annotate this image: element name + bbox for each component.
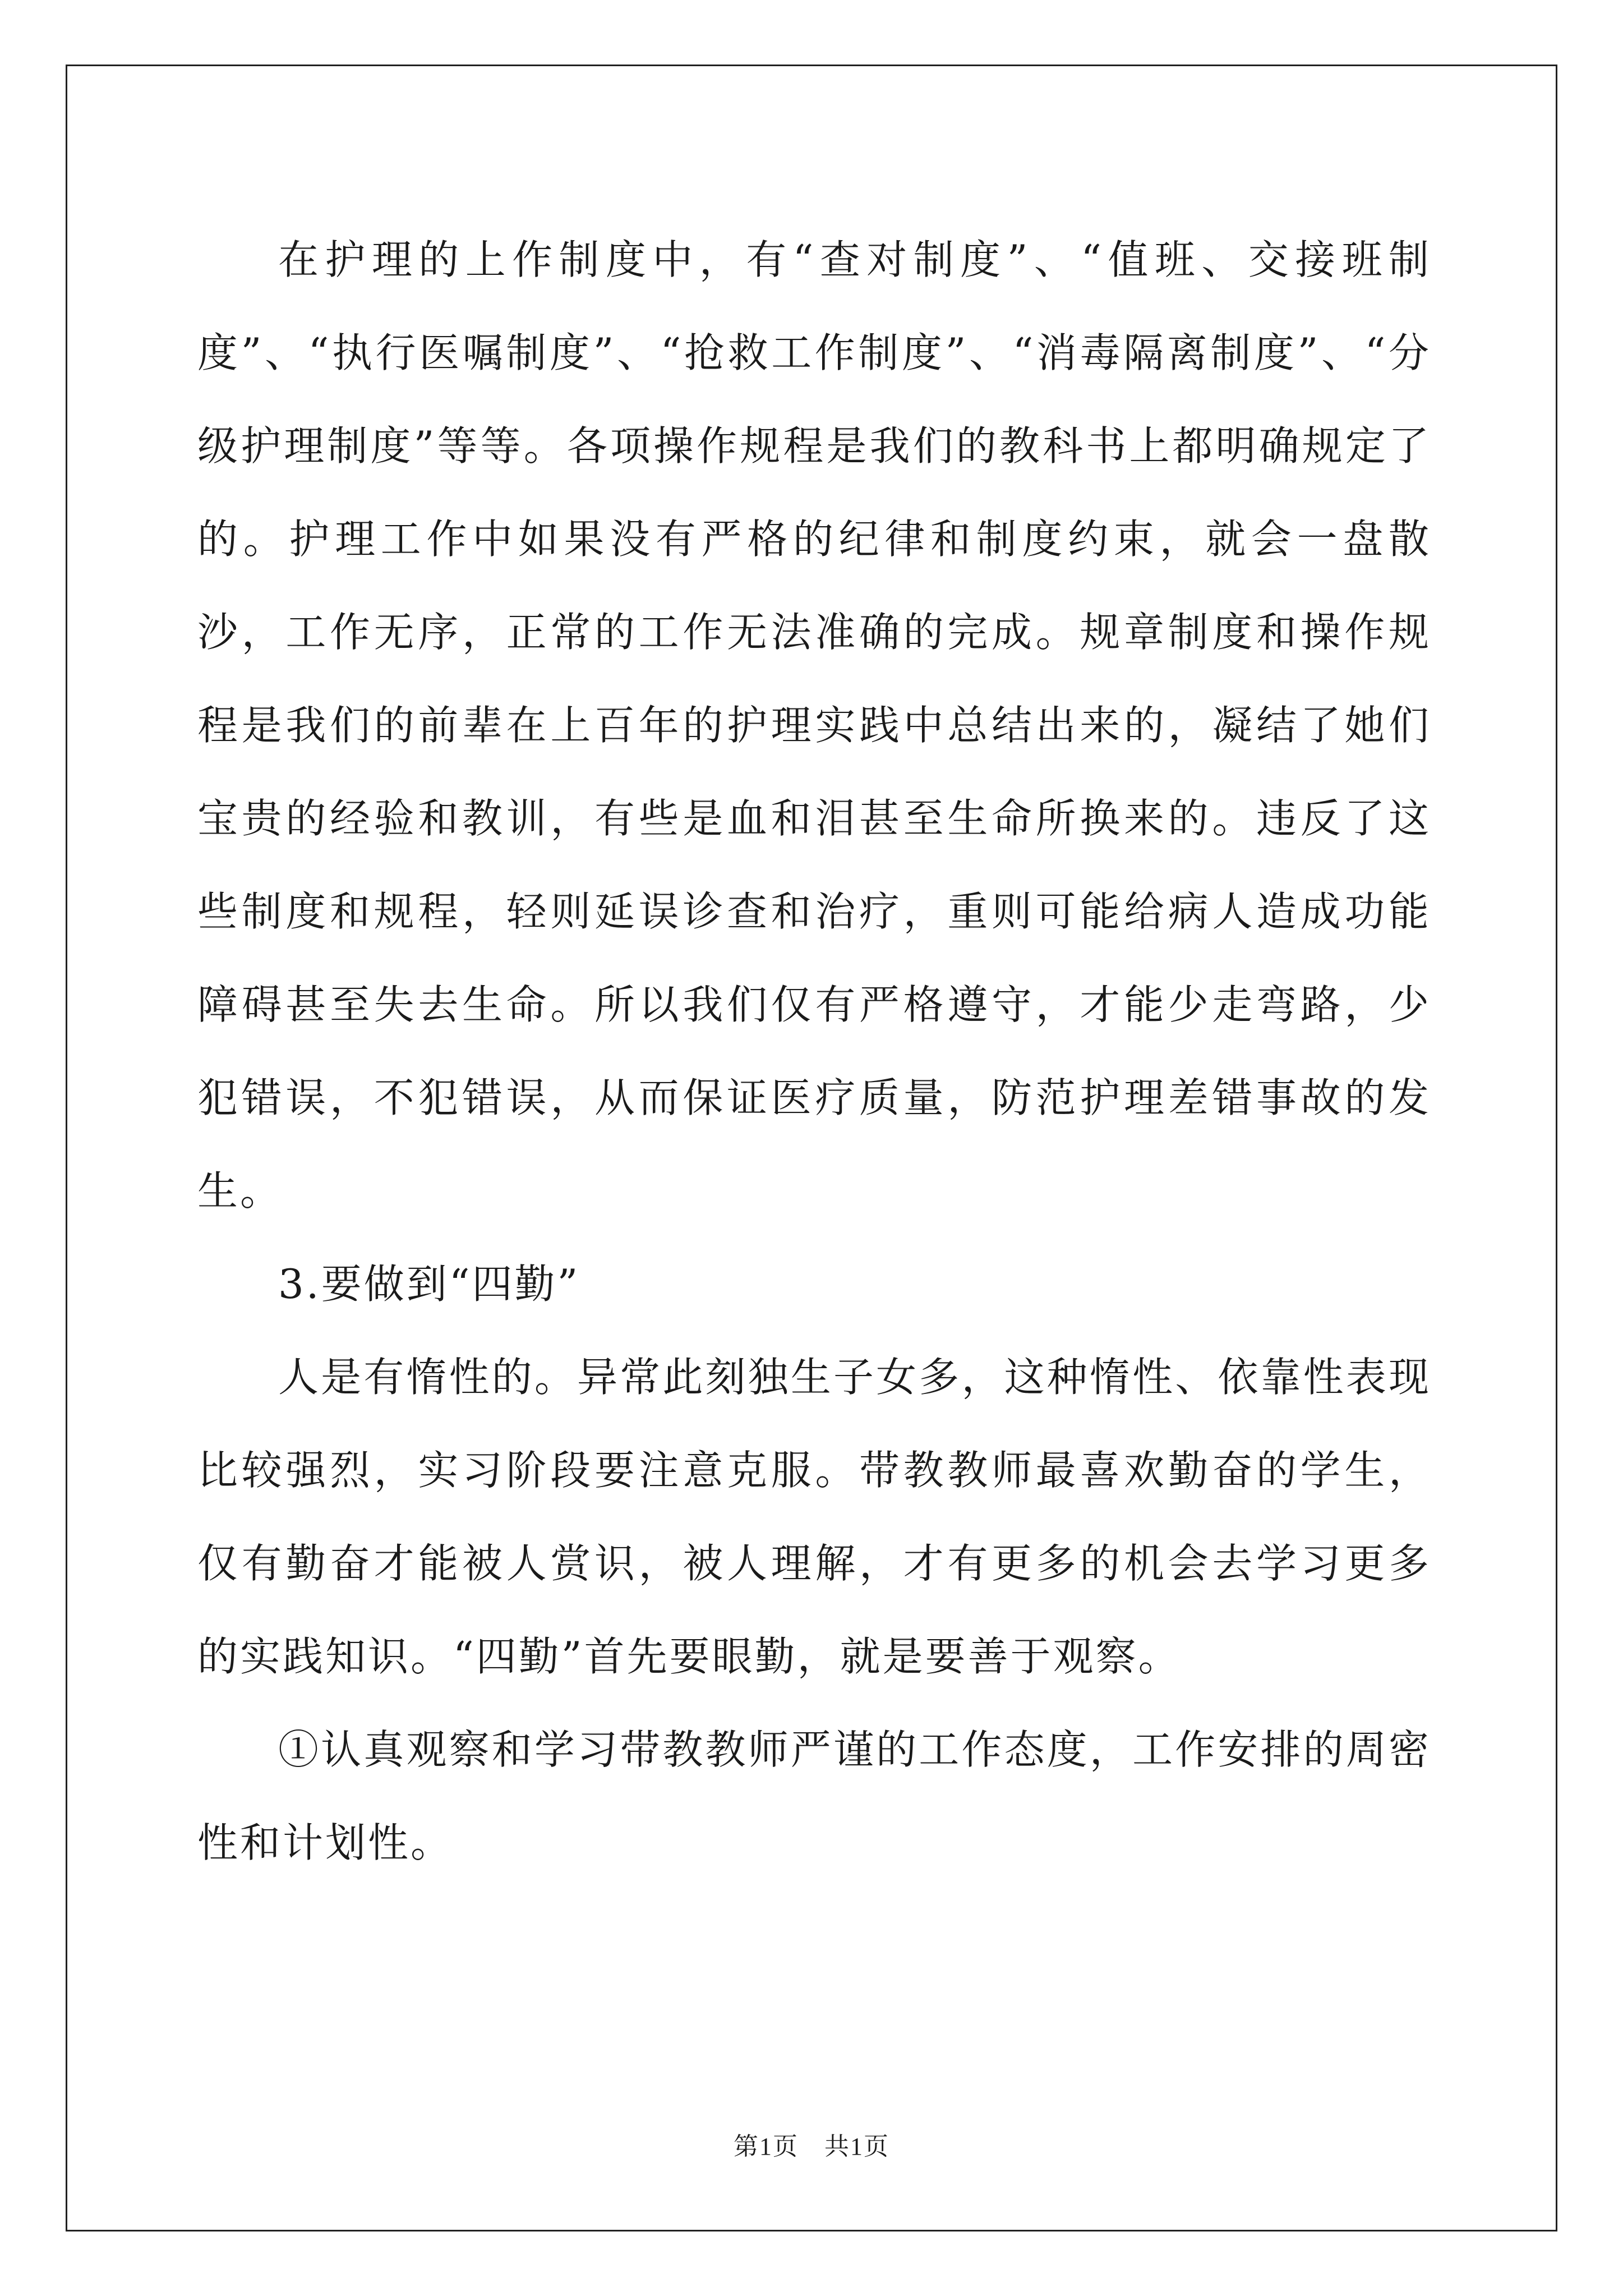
section-heading-four-diligences: 3.要做到“四勤” <box>278 1260 580 1308</box>
paragraph-observation: ①认真观察和学习带教教师严谨的工作态度，工作安排的周密性和计划性。 <box>197 1726 1431 1866</box>
document-body <box>197 213 1431 1889</box>
page-footer: 第1页 共1页 <box>734 2133 889 2160</box>
paragraph-nursing-rules: 在护理的上作制度中，有“查对制度”、“值班、交接班制度”、“执行医嘱制度”、“抢救工作制度”、“消毒隔离制度”、“分级护理制度”等等。各项操作规程是我们的教科书上都明确规定了的。护理工作中如果没有严格的纪律和制度约束，就会一盘散沙，工作无序，正常的工作无法准确的完成。规章制度和操作规程是我们的前辈在上百年的护理实践中总结出来的，凝结了她们宝贵的经验和教训，有些是血和泪甚至生命所换来的。违反了这些制度和规程，轻则延误诊查和治疗，重则可能给病人造成功能障碍甚至失去生命。所以我们仅有严格遵守，才能少走弯路，少犯错误，不犯错误，从而保证医疗质量，防范护理差错事故的发生。 <box>197 236 1431 1214</box>
paragraph-diligence: 人是有惰性的。异常此刻独生子女多，这种惰性、依靠性表现比较强烈，实习阶段要注意克服。带教教师最喜欢勤奋的学生，仅有勤奋才能被人赏识，被人理解，才有更多的机会去学习更多的实践知识。“四勤”首先要眼勤，就是要善于观察。 <box>197 1354 1431 1680</box>
